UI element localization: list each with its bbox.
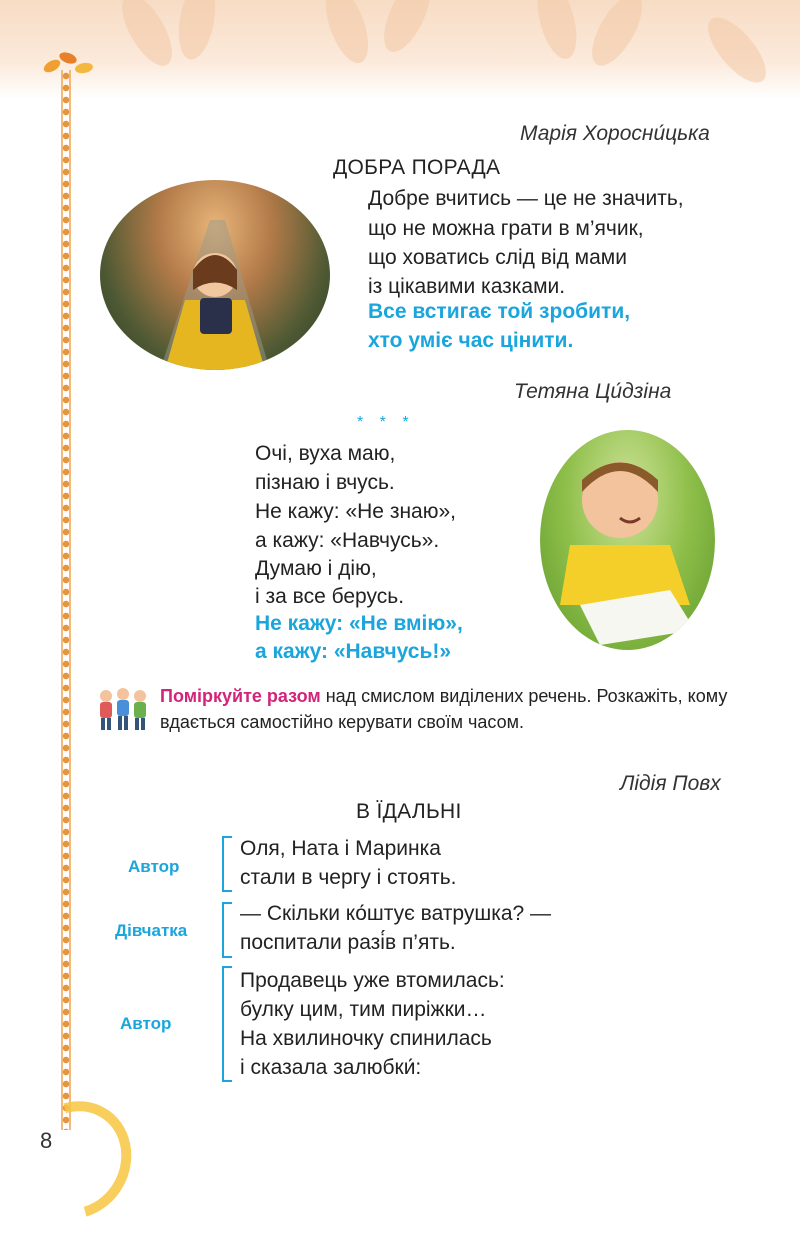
discussion-task-lead: Поміркуйте разом [160, 686, 321, 706]
poem2-line: а кажу: «Навчусь». [255, 529, 440, 552]
poem2-line: Очі, вуха маю, [255, 442, 396, 465]
poem2-line: Думаю і дію, [255, 557, 377, 580]
role-bracket [222, 902, 232, 958]
page-number: 8 [40, 1128, 53, 1153]
bottom-corner-decoration [0, 1081, 153, 1239]
embroidery-border-ornament [58, 70, 74, 1130]
poem2-highlight-line: Не кажу: «Не вмію», [255, 612, 463, 635]
discussion-kids-icon [94, 686, 152, 732]
discussion-task-text: над смислом виділених речень. Розкажіть, кому вдається самостійно керувати своїм часом. [160, 686, 728, 732]
poem3-line: і сказала залюбки́: [240, 1056, 422, 1079]
poem3-line: Продавець уже втомилась: [240, 969, 505, 992]
poem1-highlight-line: хто уміє час цінити. [368, 329, 574, 352]
poem1-highlight-line: Все встигає той зробити, [368, 300, 631, 323]
poem2-highlight-line: а кажу: «Навчусь!» [255, 640, 452, 663]
poem2-line: і за все берусь. [255, 585, 405, 608]
role-label-author: Автор [120, 1014, 172, 1033]
poem1-line: Добре вчитись — це не значить, [368, 187, 684, 210]
role-label-girls: Дівчатка [115, 921, 188, 940]
poem-stars-divider: * * * [357, 414, 415, 431]
poem3-line: булку цим, тим пиріжки… [240, 998, 487, 1021]
boy-reading-photo [540, 430, 715, 650]
poem3-line: На хвилиночку спинилась [240, 1027, 492, 1050]
poem1-line: що не можна грати в м’ячик, [368, 217, 644, 240]
poem2-author: Тетяна Ци́дзіна [514, 380, 672, 403]
poem3-line: Оля, Ната і Маринка [240, 837, 441, 860]
poem1-author: Марія Хоросни́цька [520, 122, 710, 145]
poem1-title: ДОБРА ПОРАДА [333, 156, 501, 179]
girl-with-book-photo [100, 180, 330, 370]
role-bracket [222, 966, 232, 1082]
poem3-author: Лідія Повх [620, 772, 721, 795]
role-label-author: Автор [128, 857, 180, 876]
poem1-line: що ховатись слід від мами [368, 246, 627, 269]
poem2-line: Не кажу: «Не знаю», [255, 500, 456, 523]
poem3-line: — Скільки ко́штує ватрушка? — [240, 902, 552, 925]
poem3-line: поспитали разі́в п’ять. [240, 931, 456, 954]
discussion-task [160, 683, 740, 735]
poem1-line: із цікавими казками. [368, 275, 566, 298]
poem3-line: стали в чергу і стоять. [240, 866, 457, 889]
role-bracket [222, 836, 232, 892]
poem2-line: пізнаю і вчусь. [255, 471, 395, 494]
poem3-title: В ЇДАЛЬНІ [356, 800, 462, 823]
